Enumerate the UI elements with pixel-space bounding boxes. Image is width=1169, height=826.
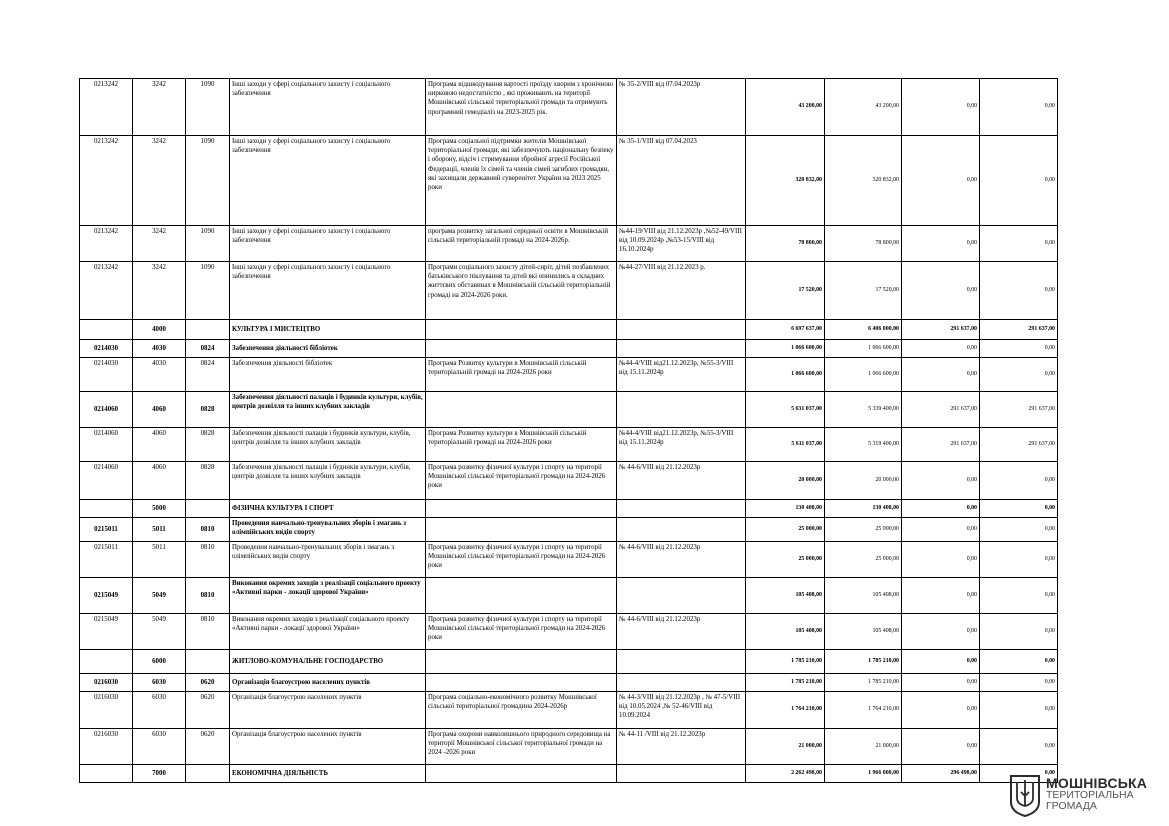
cell-decision: №44-4/VIII від21.12.2023р, №55-3/VIII від 15.11.2024р [617,428,746,462]
cell-total: 5 631 037,00 [746,392,825,428]
cell-program-title: Програма розвитку фізичної культури і спорту на території Мошнівської сільської територіальної громади на 2024-2026 роки [426,542,617,578]
cell-name: КУЛЬТУРА І МИСТЕЦТВО [230,320,426,340]
cell-general-fund: 105 408,00 [825,578,902,614]
cell-special-fund: 0,00 [902,358,980,392]
cell-function-code: 6030 [133,692,186,729]
cell-general-fund: 17 520,00 [825,262,902,320]
cell-program-title: Програма розвитку фізичної культури і спорту на території Мошнівської сільської територіальної громади на 2024-2026 роки [426,614,617,650]
cell-fkvkb-code [186,765,230,783]
logo-subtitle-line2: ГРОМАДА [1046,800,1097,812]
cell-total: 2 262 498,00 [746,765,825,783]
section-row [80,500,1058,518]
cell-fkvkb-code: 0810 [186,578,230,614]
cell-special-fund: 0,00 [902,79,980,136]
cell-fkvkb-code: 0828 [186,392,230,428]
subsection-row [80,674,1058,692]
table-row [80,79,1058,136]
cell-function-code: 4060 [133,392,186,428]
cell-program-title: програма розвитку загальної середньої освіти в Мошнівській сільській територіальній громаді на 2024-2026р. [426,226,617,262]
cell-program-code: 0214030 [80,358,133,392]
cell-development-budget: 0,00 [980,692,1058,729]
cell-special-fund: 0,00 [902,136,980,226]
cell-total: 43 200,00 [746,79,825,136]
logo-title: МОШНІВСЬКА [1046,775,1148,791]
cell-fkvkb-code: 0620 [186,729,230,765]
cell-name: Забезпечення діяльності палаців і будинків культури, клубів, центрів дозвілля та інших клубних закладів [230,428,426,462]
cell-program-title [426,650,617,674]
cell-program-code: 0215049 [80,614,133,650]
cell-total: 20 000,00 [746,462,825,500]
cell-special-fund: 0,00 [902,500,980,518]
cell-function-code: 4030 [133,340,186,358]
cell-name: Забезпечення діяльності палаців і будинків культури, клубів, центрів дозвілля та інших клубних закладів [230,392,426,428]
cell-development-budget: 291 637,00 [980,428,1058,462]
cell-program-title [426,340,617,358]
cell-total: 6 697 637,00 [746,320,825,340]
table-row [80,136,1058,226]
cell-function-code: 3242 [133,226,186,262]
cell-special-fund: 0,00 [902,650,980,674]
cell-program-code [80,765,133,783]
table-row [80,729,1058,765]
cell-total: 25 000,00 [746,542,825,578]
cell-function-code: 5049 [133,614,186,650]
cell-program-title [426,578,617,614]
cell-fkvkb-code: 0620 [186,692,230,729]
cell-function-code: 3242 [133,79,186,136]
cell-fkvkb-code: 1090 [186,262,230,320]
cell-general-fund: 1 966 000,00 [825,765,902,783]
cell-program-code: 0214030 [80,340,133,358]
cell-decision [617,650,746,674]
table-row [80,462,1058,500]
cell-total: 78 800,00 [746,226,825,262]
cell-fkvkb-code [186,500,230,518]
cell-function-code: 4030 [133,358,186,392]
cell-decision: №44-27/VIII від 21.12.2023 р. [617,262,746,320]
cell-development-budget: 0,00 [980,358,1058,392]
cell-function-code: 5049 [133,578,186,614]
cell-program-code: 0213242 [80,226,133,262]
cell-fkvkb-code: 1090 [186,79,230,136]
cell-special-fund: 291 637,00 [902,428,980,462]
cell-special-fund: 0,00 [902,692,980,729]
cell-decision: № 35-2/VIII від 07.04.2023р [617,79,746,136]
cell-function-code: 7000 [133,765,186,783]
cell-fkvkb-code [186,320,230,340]
cell-program-title [426,392,617,428]
cell-function-code: 4000 [133,320,186,340]
cell-development-budget: 0,00 [980,729,1058,765]
cell-name: Забезпечення діяльності палаців і будинків культури, клубів, центрів дозвілля та інших клубних закладів [230,462,426,500]
table-row [80,262,1058,320]
cell-program-title: Програма охорони навколишнього природного середовища на території Мошнівської сільської територіальної громади на 2024 -2026 роки [426,729,617,765]
cell-name: Організація благоустрою населених пунктів [230,674,426,692]
cell-development-budget: 0,00 [980,136,1058,226]
cell-program-title [426,518,617,542]
cell-general-fund: 78 800,00 [825,226,902,262]
cell-name: Інші заходи у сфері соціального захисту і соціального забезпечення [230,79,426,136]
table-row [80,692,1058,729]
cell-program-title: Програма соціально-економічного розвитку Мошнівської сільської територіальної громадина 2024-2026р [426,692,617,729]
cell-decision [617,500,746,518]
cell-decision [617,518,746,542]
cell-decision: №44-4/VIII від21.12.2023р, №55-3/VIII від 15.11.2024р [617,358,746,392]
section-row [80,765,1058,783]
cell-function-code: 5011 [133,518,186,542]
cell-decision: № 44-11 /VIII від 21.12.2023р [617,729,746,765]
table-row [80,428,1058,462]
cell-fkvkb-code: 0620 [186,674,230,692]
cell-name: ФІЗИЧНА КУЛЬТУРА І СПОРТ [230,500,426,518]
cell-decision: № 44-6/VIII від 21.12.2023р [617,614,746,650]
cell-decision [617,578,746,614]
cell-development-budget: 291 637,00 [980,320,1058,340]
cell-function-code: 4060 [133,462,186,500]
cell-name: Інші заходи у сфері соціального захисту і соціального забезпечення [230,136,426,226]
cell-decision [617,765,746,783]
cell-development-budget: 0,00 [980,578,1058,614]
cell-program-code: 0213242 [80,79,133,136]
section-row [80,650,1058,674]
cell-function-code: 3242 [133,262,186,320]
cell-name: Забезпечення діяльності бібліотек [230,340,426,358]
cell-decision: № 44-3/VIII від 21.12.2023р , № 47-5/VIII від 10.05.2024 ,№ 52-46/VIII від 10.09.2024 [617,692,746,729]
cell-general-fund: 1 066 600,00 [825,340,902,358]
cell-development-budget: 0,00 [980,650,1058,674]
cell-general-fund: 25 000,00 [825,542,902,578]
cell-program-code: 0213242 [80,262,133,320]
cell-general-fund: 1 785 210,00 [825,674,902,692]
cell-general-fund: 5 319 400,00 [825,428,902,462]
cell-development-budget: 291 637,00 [980,392,1058,428]
cell-development-budget: 0,00 [980,226,1058,262]
cell-development-budget: 0,00 [980,614,1058,650]
cell-decision: № 44-6/VIII від 21.12.2023р [617,542,746,578]
cell-function-code: 6030 [133,674,186,692]
cell-fkvkb-code: 1090 [186,226,230,262]
trident-emblem-icon [1008,772,1042,818]
subsection-row [80,518,1058,542]
section-row [80,320,1058,340]
cell-general-fund: 1 764 210,00 [825,692,902,729]
cell-total: 105 408,00 [746,578,825,614]
table-row [80,226,1058,262]
cell-fkvkb-code: 0824 [186,358,230,392]
budget-table-container [79,78,1057,783]
cell-general-fund: 5 339 400,00 [825,392,902,428]
cell-total: 1 066 600,00 [746,340,825,358]
cell-name: Проведення навчально-тренувальних зборів і змагань з олімпійських видів спорту [230,542,426,578]
cell-development-budget: 0,00 [980,79,1058,136]
cell-fkvkb-code: 0828 [186,428,230,462]
cell-program-title: Програма Розвитку культури в Мошнівській сільській територіальній громаді на 2024-2026 роки [426,428,617,462]
table-row [80,614,1058,650]
cell-development-budget: 0,00 [980,340,1058,358]
budget-programs-table [79,78,1058,783]
cell-special-fund: 0,00 [902,462,980,500]
cell-program-title: Програма розвитку фізичної культури і спорту на території Мошнівської сільської територіальної громади на 2024-2026 роки [426,462,617,500]
cell-program-title: Програма відшкодування вартості проїзду хворим з хронічною нирковою недостатністю , які проживають на території Мошнівської сільської територіальної громади та отримують програмний гемодіаліз на 2023-2025 рік. [426,79,617,136]
cell-fkvkb-code: 1090 [186,136,230,226]
cell-total: 320 832,00 [746,136,825,226]
cell-decision: № 44-6/VIII від 21.12.2023р [617,462,746,500]
cell-development-budget: 0,00 [980,262,1058,320]
cell-fkvkb-code: 0810 [186,542,230,578]
cell-program-code [80,320,133,340]
cell-general-fund: 25 000,00 [825,518,902,542]
cell-special-fund: 0,00 [902,262,980,320]
cell-decision [617,392,746,428]
cell-program-code: 0214060 [80,392,133,428]
cell-name: Інші заходи у сфері соціального захисту і соціального забезпечення [230,262,426,320]
cell-name: Організація благоустрою населених пунктів [230,692,426,729]
cell-function-code: 4060 [133,428,186,462]
table-row [80,542,1058,578]
cell-decision [617,674,746,692]
cell-total: 1 785 210,00 [746,650,825,674]
cell-program-code: 0215011 [80,518,133,542]
cell-total: 130 408,00 [746,500,825,518]
cell-function-code: 3242 [133,136,186,226]
cell-general-fund: 130 408,00 [825,500,902,518]
cell-general-fund: 1 785 210,00 [825,650,902,674]
cell-program-title: Програма Розвитку культури в Мошнівській сільській територіальній громаді на 2024-2026 роки [426,358,617,392]
cell-program-code: 0215049 [80,578,133,614]
cell-general-fund: 320 832,00 [825,136,902,226]
cell-total: 1 764 210,00 [746,692,825,729]
subsection-row [80,340,1058,358]
cell-program-title [426,500,617,518]
cell-program-code: 0216030 [80,674,133,692]
cell-total: 5 611 037,00 [746,428,825,462]
cell-fkvkb-code [186,650,230,674]
cell-development-budget: 0,00 [980,518,1058,542]
cell-fkvkb-code: 0810 [186,518,230,542]
cell-program-code: 0214060 [80,462,133,500]
cell-function-code: 5000 [133,500,186,518]
cell-program-code: 0216030 [80,692,133,729]
cell-name: Проведення навчально-тренувальних зборів і змагань з олімпійських видів спорту [230,518,426,542]
cell-special-fund: 0,00 [902,340,980,358]
cell-program-title: Програма соціальної підтримки жителів Мошнівської територіальної громади, які забезпечують національну безпеку і оборону, відсіч і стримування збройної агресії Російської Федерації, членів їх сімей та членів сімей загиблих громадян, які захищали державний суверенітет України на 2023 2025 роки [426,136,617,226]
cell-general-fund: 105 408,00 [825,614,902,650]
cell-special-fund: 291 637,00 [902,320,980,340]
cell-general-fund: 20 000,00 [825,462,902,500]
cell-general-fund: 21 000,00 [825,729,902,765]
cell-name: Забезпечення діяльності бібліотек [230,358,426,392]
cell-development-budget: 0,00 [980,462,1058,500]
cell-program-title [426,320,617,340]
cell-program-code: 0214060 [80,428,133,462]
cell-total: 17 520,00 [746,262,825,320]
cell-general-fund: 1 066 600,00 [825,358,902,392]
cell-program-title [426,674,617,692]
cell-development-budget: 0,00 [980,674,1058,692]
subsection-row [80,392,1058,428]
cell-program-code: 0215011 [80,542,133,578]
cell-total: 1 066 600,00 [746,358,825,392]
cell-special-fund: 0,00 [902,226,980,262]
cell-name: ЖИТЛОВО-КОМУНАЛЬНЕ ГОСПОДАРСТВО [230,650,426,674]
cell-fkvkb-code: 0824 [186,340,230,358]
cell-special-fund: 0,00 [902,518,980,542]
cell-total: 21 000,00 [746,729,825,765]
cell-total: 25 000,00 [746,518,825,542]
cell-name: ЕКОНОМІЧНА ДІЯЛЬНІСТЬ [230,765,426,783]
cell-development-budget: 0,00 [980,542,1058,578]
cell-function-code: 5011 [133,542,186,578]
cell-special-fund: 0,00 [902,729,980,765]
cell-total: 1 785 210,00 [746,674,825,692]
cell-special-fund: 0,00 [902,674,980,692]
cell-decision [617,340,746,358]
community-logo [1008,772,1168,818]
subsection-row [80,578,1058,614]
cell-function-code: 6030 [133,729,186,765]
cell-program-code: 0213242 [80,136,133,226]
cell-program-title [426,765,617,783]
cell-name: Виконання окремих заходів з реалізації соціального проекту «Активні парки - локації здорової України» [230,614,426,650]
cell-fkvkb-code: 0828 [186,462,230,500]
cell-program-code: 0216030 [80,729,133,765]
cell-special-fund: 0,00 [902,542,980,578]
cell-special-fund: 291 637,00 [902,392,980,428]
cell-name: Виконання окремих заходів з реалізації соціального проекту «Активні парки - локації здорової України» [230,578,426,614]
table-row [80,358,1058,392]
cell-decision [617,320,746,340]
cell-function-code: 6000 [133,650,186,674]
logo-subtitle-line1: ТЕРИТОРІАЛЬНА [1046,789,1134,801]
logo-subtitle [1046,790,1134,812]
cell-development-budget: 0,00 [980,765,1058,783]
cell-name: Інші заходи у сфері соціального захисту і соціального забезпечення [230,226,426,262]
cell-program-title: Програми соціального захисту дітей-сиріт, дітей позбавлених батьківського піклування та дітей які опинились в складних життєвих обставинах в Мошнівській сільській територіальній громаді на 2024-2026 роки. [426,262,617,320]
cell-program-code [80,650,133,674]
cell-name: Організація благоустрою населених пунктів [230,729,426,765]
cell-program-code [80,500,133,518]
cell-total: 105 408,00 [746,614,825,650]
cell-development-budget: 0,00 [980,500,1058,518]
cell-general-fund: 6 406 000,00 [825,320,902,340]
cell-decision: № 35-1/VIII від 07.04.2023 [617,136,746,226]
cell-special-fund: 0,00 [902,614,980,650]
cell-special-fund: 0,00 [902,578,980,614]
cell-special-fund: 296 498,00 [902,765,980,783]
cell-general-fund: 43 200,00 [825,79,902,136]
cell-fkvkb-code: 0810 [186,614,230,650]
cell-decision: №44-19/VIII від 21.12.2023р ,№52-49/VIII від 10.09.2024р ,№53-15/VIII від 16.10.2024р [617,226,746,262]
table-body [80,79,1058,783]
